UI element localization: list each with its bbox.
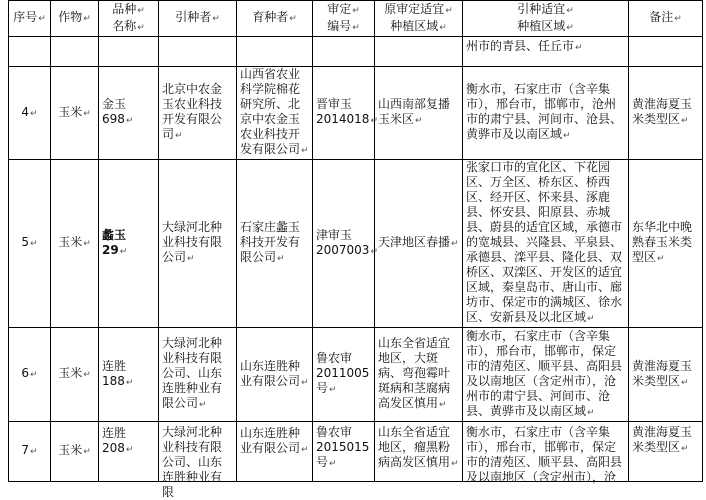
intro-region-cell: 衡水市，石家庄市（含辛集市），邢台市，邯郸市，保定市的清苑区、顺平县、高阳县及以南地区（含定州市），沧 — [463, 422, 629, 482]
variety-cell: 金玉 698↵ — [99, 67, 159, 160]
intro-region-cell: 张家口市的宣化区、下花园区、万全区、桥东区、桥西区、经开区、怀来县、涿鹿县、怀安县、阳原县、赤城县、蔚县的适宜区域，承德市的宽城县、兴隆县、平泉县、承德县、滦平县、隆化县、双桥区、双滦区、开发区的适宜区域，秦皇岛市、唐山市、廊坊市、保定市的满城区、徐水区、安新县及以北区域↵ — [463, 160, 629, 328]
header-orig-region: 原审定适宜↵ 种植区域↵ — [375, 1, 463, 37]
header-approval: 审定↵ 编号↵ — [313, 1, 375, 37]
variety-table-frame — [8, 0, 702, 499]
seq-cell: 7↵ — [9, 422, 51, 482]
orig-region-cell: 山西南部复播玉米区↵ — [375, 67, 463, 160]
table-row — [9, 67, 703, 160]
note-cell: 东华北中晚熟春玉米类型区↵ — [629, 160, 703, 328]
table-row — [9, 328, 703, 422]
breeder-cell: 石家庄蠡玉科技开发有限公司↵ — [237, 160, 313, 328]
crop-cell: 玉米↵ — [51, 160, 99, 328]
note-cell: 黄淮海夏玉米类型区↵ — [629, 328, 703, 422]
header-introducer: 引种者↵ — [159, 1, 237, 37]
header-seq: 序号↵ — [9, 1, 51, 37]
seq-cell: 5↵ — [9, 160, 51, 328]
approval-cell: 鲁农审 2015015 号↵ — [313, 422, 375, 482]
header-row — [9, 1, 703, 37]
intro-region-cell: 州市的青县、任丘市↵ — [463, 37, 629, 67]
header-intro-region: 引种适宜↵ 种植区域↵ — [463, 1, 629, 37]
crop-cell: 玉米↵ — [51, 328, 99, 422]
seq-cell: 4↵ — [9, 67, 51, 160]
orig-region-cell: 天津地区春播↵ — [375, 160, 463, 328]
variety-cell: 连胜 208↵ — [99, 422, 159, 482]
breeder-cell: 山东连胜种业有限公司↵ — [237, 422, 313, 482]
header-crop: 作物↵ — [51, 1, 99, 37]
introducer-cell: 北京中农金玉农业科技开发有限公司↵ — [159, 67, 237, 160]
breeder-cell: 山西省农业科学院棉花研究所、北京中农金玉农业科技开发有限公司↵ — [237, 67, 313, 160]
crop-cell: 玉米↵ — [51, 67, 99, 160]
introducer-cell: 大绿河北种业科技有限公司、山东连胜种业有限公司↵ — [159, 328, 237, 422]
header-breeder: 育种者↵ — [237, 1, 313, 37]
table-row-partial — [9, 422, 703, 482]
variety-introduction-table — [8, 0, 703, 499]
approval-cell: 津审玉 2007003↵ — [313, 160, 375, 328]
introducer-cell: 大绿河北种业科技有限公司、山东连胜种业有限 — [159, 422, 237, 482]
table-row-continued — [9, 37, 703, 67]
orig-region-cell: 山东全省适宜地区，瘤黑粉病高发区慎用↵ — [375, 422, 463, 482]
introducer-cell: 大绿河北种业科技有限公司↵ — [159, 160, 237, 328]
approval-cell: 鲁农审 2011005 号↵ — [313, 328, 375, 422]
header-note: 备注↵ — [629, 1, 703, 37]
page-edge-mark — [0, 402, 2, 416]
table-row — [9, 160, 703, 328]
variety-cell: 蠡玉 29↵ — [99, 160, 159, 328]
intro-region-cell: 衡水市，石家庄市（含辛集市），邢台市，邯郸市，保定市的清苑区、顺平县、高阳县及以南地区（含定州市），沧州市的肃宁县、河间市、沧县、黄骅市及以南区域↵ — [463, 328, 629, 422]
breeder-cell: 山东连胜种业有限公司↵ — [237, 328, 313, 422]
intro-region-cell: 衡水市，石家庄市（含辛集市），邢台市，邯郸市，沧州市的肃宁县、河间市、沧县、黄骅市及以南区域↵ — [463, 67, 629, 160]
note-cell: 黄淮海夏玉米类型区↵ — [629, 67, 703, 160]
seq-cell: 6↵ — [9, 328, 51, 422]
note-cell: 黄淮海夏玉米类型区↵ — [629, 422, 703, 482]
header-variety: 品种↵ 名称↵ — [99, 1, 159, 37]
orig-region-cell: 山东全省适宜地区，大斑病、弯孢霉叶斑病和茎腐病高发区慎用↵ — [375, 328, 463, 422]
crop-cell: 玉米↵ — [51, 422, 99, 482]
approval-cell: 晋审玉 2014018↵ — [313, 67, 375, 160]
variety-cell: 连胜 188↵ — [99, 328, 159, 422]
